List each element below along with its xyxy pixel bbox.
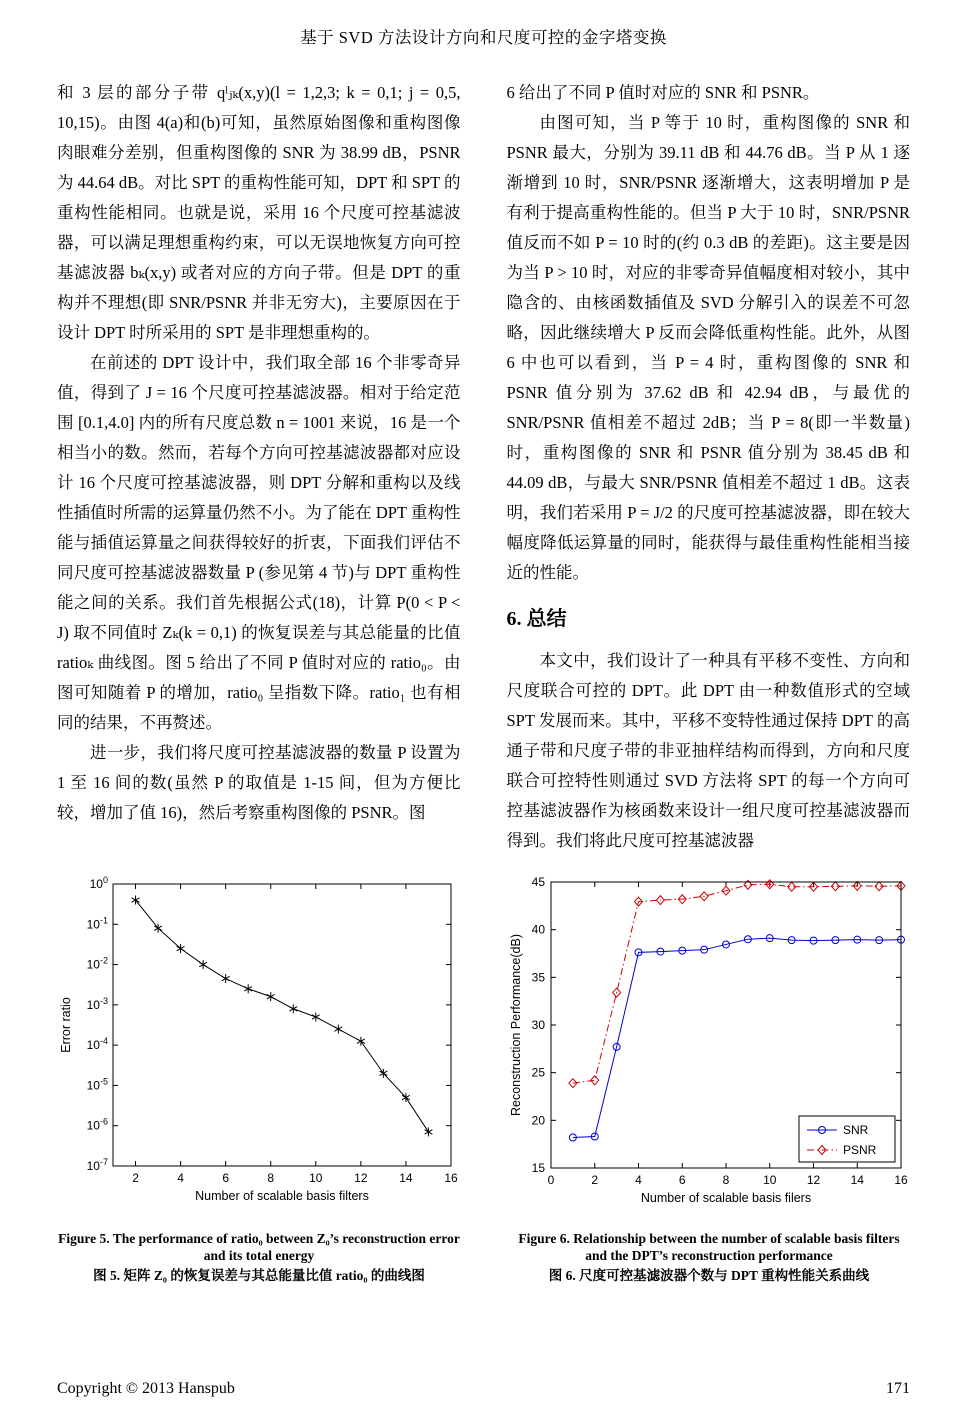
svg-text:10: 10 [763,1173,777,1187]
figures-row [57,870,910,1285]
svg-text:20: 20 [531,1113,545,1128]
svg-text:45: 45 [531,875,545,889]
svg-text:Reconstruction Performance(dB): Reconstruction Performance(dB) [509,933,523,1117]
svg-text:SNR: SNR [843,1123,869,1137]
fig6-legend [799,1116,895,1162]
svg-text:Number of scalable basis filte: Number of scalable basis filters [195,1189,369,1203]
figure-5 [57,870,461,1285]
svg-text:10-7: $10^{-7}$ [86,1157,108,1173]
svg-text:30: 30 [531,1018,545,1032]
section-heading-summary: 6. 总结 [506,608,567,630]
svg-text:14: 14 [850,1173,864,1187]
paper-title: 基于 SVD 方法设计方向和尺度可控的金字塔变换 [300,28,667,47]
fig6-snr-series [569,935,904,1141]
svg-text:12: 12 [806,1173,821,1187]
figure5-caption-en: Figure 5. The performance of ratio₀ between Z₀’s reconstruction error and its total energy [58,1231,460,1263]
svg-text:10-2: $10^{-2}$ [86,955,108,972]
copyright-text: Copyright © 2013 Hanspub [57,1380,235,1397]
svg-text:PSNR: PSNR [843,1143,877,1157]
svg-text:0: 0 [547,1173,555,1187]
figure6-caption [507,1230,911,1285]
figure-6 [507,870,911,1285]
svg-text:4: 4 [635,1173,642,1187]
two-column-body [57,78,910,856]
svg-text:100: $10^0$ [89,875,108,891]
svg-text:8: 8 [722,1173,730,1187]
figure6-snr-psnr-chart [507,870,911,1222]
paragraph: 本文中，我们设计了一种具有平移不变性、方向和尺度联合可控的 DPT。此 DPT 由一种数值形式的空域 SPT 发展而来。其中，平移不变特性通过保持 DPT 的高通子带和尺度子带的非亚抽样结构而得到，方向和尺度联合可控特性则通过 SVD 方法将 SPT 的每一个方向可控基滤波器作为核函数来设计一组尺度可控基滤波器而得到。我们将此尺度可控基滤波器 [506,651,910,850]
figure5-caption-zh: 图 5. 矩阵 Z₀ 的恢复误差与其总能量比值 ratio₀ 的曲线图 [93,1268,425,1283]
fig5-error-ratio-series [132,896,433,1137]
svg-text:6: 6 [678,1173,686,1187]
svg-text:10-6: $10^{-6}$ [86,1116,108,1133]
svg-text:10-4: $10^{-4}$ [86,1036,108,1053]
figure6-caption-zh: 图 6. 尺度可控基滤波器个数与 DPT 重构性能关系曲线 [548,1268,870,1283]
svg-text:4: 4 [177,1171,184,1185]
right-column [507,78,911,856]
figure5-caption [57,1230,461,1285]
paragraph: 在前述的 DPT 设计中，我们取全部 16 个非零奇异值，得到了 J = 16 个尺度可控基滤波器。相对于给定范围 [0.1,4.0] 内的所有尺度总数 n = 1001 来说，16 是一个相当小的数。然而，若每个方向可控基滤波器都对应设计 16 个尺度可控基滤波器，则 DPT 分解和重构以及线性插值时所需的运算量仍然不小。为了能在 DPT 重构性能与插值运算量之间获得较好的折衷，下面我们评估不同尺度可控基滤波器数量 P (参见第 4 节)与 DPT 重构性能之间的关系。我们首先根据公式(18)，计算 P(0 < P < J) 取不同值时 Zₖ(k = 0,1) 的恢复误差与其总能量的比值 ratioₖ 曲线图。图 5 给出了不同 P 值时对应的 ratio₀。由图可知随着 P 的增加，ratio₀ 呈指数下降。ratio₁ 也有相同的结果，不再赘述。 [57,353,461,732]
svg-text:2: 2 [591,1173,599,1187]
svg-text:25: 25 [531,1065,545,1080]
svg-text:16: 16 [444,1171,458,1185]
svg-text:14: 14 [399,1171,413,1185]
svg-text:6: 6 [222,1171,230,1185]
fig6-psnr-series [569,880,905,1088]
figure6-caption-en: Figure 6. Relationship between the number of scalable basis filters and the DPT’s reconstruction performance [518,1231,900,1263]
svg-text:10-1: $10^{-1}$ [86,915,108,932]
page-footer [57,1380,910,1398]
svg-text:10: 10 [309,1171,323,1185]
svg-text:Number of scalable basis filer: Number of scalable basis filers [640,1191,812,1205]
svg-text:8: 8 [267,1171,275,1185]
paragraph: 6 给出了不同 P 值时对应的 SNR 和 PSNR。 [506,83,820,102]
svg-text:40: 40 [531,922,545,937]
page-number: 171 [886,1380,910,1397]
left-column [57,78,461,856]
fig5-axes [59,875,458,1203]
svg-text:10-3: $10^{-3}$ [86,995,108,1012]
svg-text:15: 15 [531,1161,545,1175]
svg-text:10-5: $10^{-5}$ [86,1076,108,1093]
paragraph: 进一步，我们将尺度可控基滤波器的数量 P 设置为 1 至 16 间的数(虽然 P 的取值是 1-15 间，但为方便比较，增加了值 16)，然后考察重构图像的 PSNR。图 [57,743,461,822]
svg-text:16: 16 [894,1173,908,1187]
figure5-error-ratio-chart [57,870,461,1222]
svg-text:Error ratio: Error ratio [59,997,73,1053]
svg-text:12: 12 [354,1171,368,1185]
paragraph: 和 3 层的部分子带 qˡⱼₖ(x,y)(l = 1,2,3; k = 0,1; j = 0,5, 10,15)。由图 4(a)和(b)可知，虽然原始图像和重构图像肉眼难分差别，但重构图像的 SNR 为 38.99 dB，PSNR 为 44.64 dB。对比 SPT 的重构性能可知，DPT 和 SPT 的重构性能相同。也就是说，采用 16 个尺度可控基滤波器，可以满足理想重构约束，可以无误地恢复方向可控基滤波器 bₖ(x,y) 或者对应的方向子带。但是 DPT 的重构并不理想(即 SNR/PSNR 并非无穷大)，主要原因在于设计 DPT 时所采用的 SPT 是非理想重构的。 [57,83,461,342]
svg-text:2: 2 [132,1171,139,1185]
paragraph: 由图可知，当 P 等于 10 时，重构图像的 SNR 和 PSNR 最大，分别为 39.11 dB 和 44.76 dB。当 P 从 1 逐渐增到 10 时，SNR/PSNR 逐渐增大，这表明增加 P 是有利于提高重构性能的。但当 P 大于 10 时，SNR/PSNR 值反而不如 P = 10 时的(约 0.3 dB 的差距)。这主要是因为当 P > 10 时，对应的非零奇异值幅度相对较小，其中隐含的、由核函数插值及 SVD 分解引入的误差不可忽略，因此继续增大 P 反而会降低重构性能。此外，从图 6 中也可以看到，当 P = 4 时，重构图像的 SNR 和 PSNR 值分别为 37.62 dB 和 42.94 dB，与最优的 SNR/PSNR 值相差不超过 2dB；当 P = 8(即一半数量)时，重构图像的 SNR 和 PSNR 值分别为 38.45 dB 和 44.09 dB，与最大 SNR/PSNR 值相差不超过 1 dB。这表明，我们若采用 P = J/2 的尺度可控基滤波器，即在较大幅度降低运算量的同时，能获得与最佳重构性能相当接近的性能。 [506,113,910,582]
svg-text:35: 35 [531,970,545,985]
